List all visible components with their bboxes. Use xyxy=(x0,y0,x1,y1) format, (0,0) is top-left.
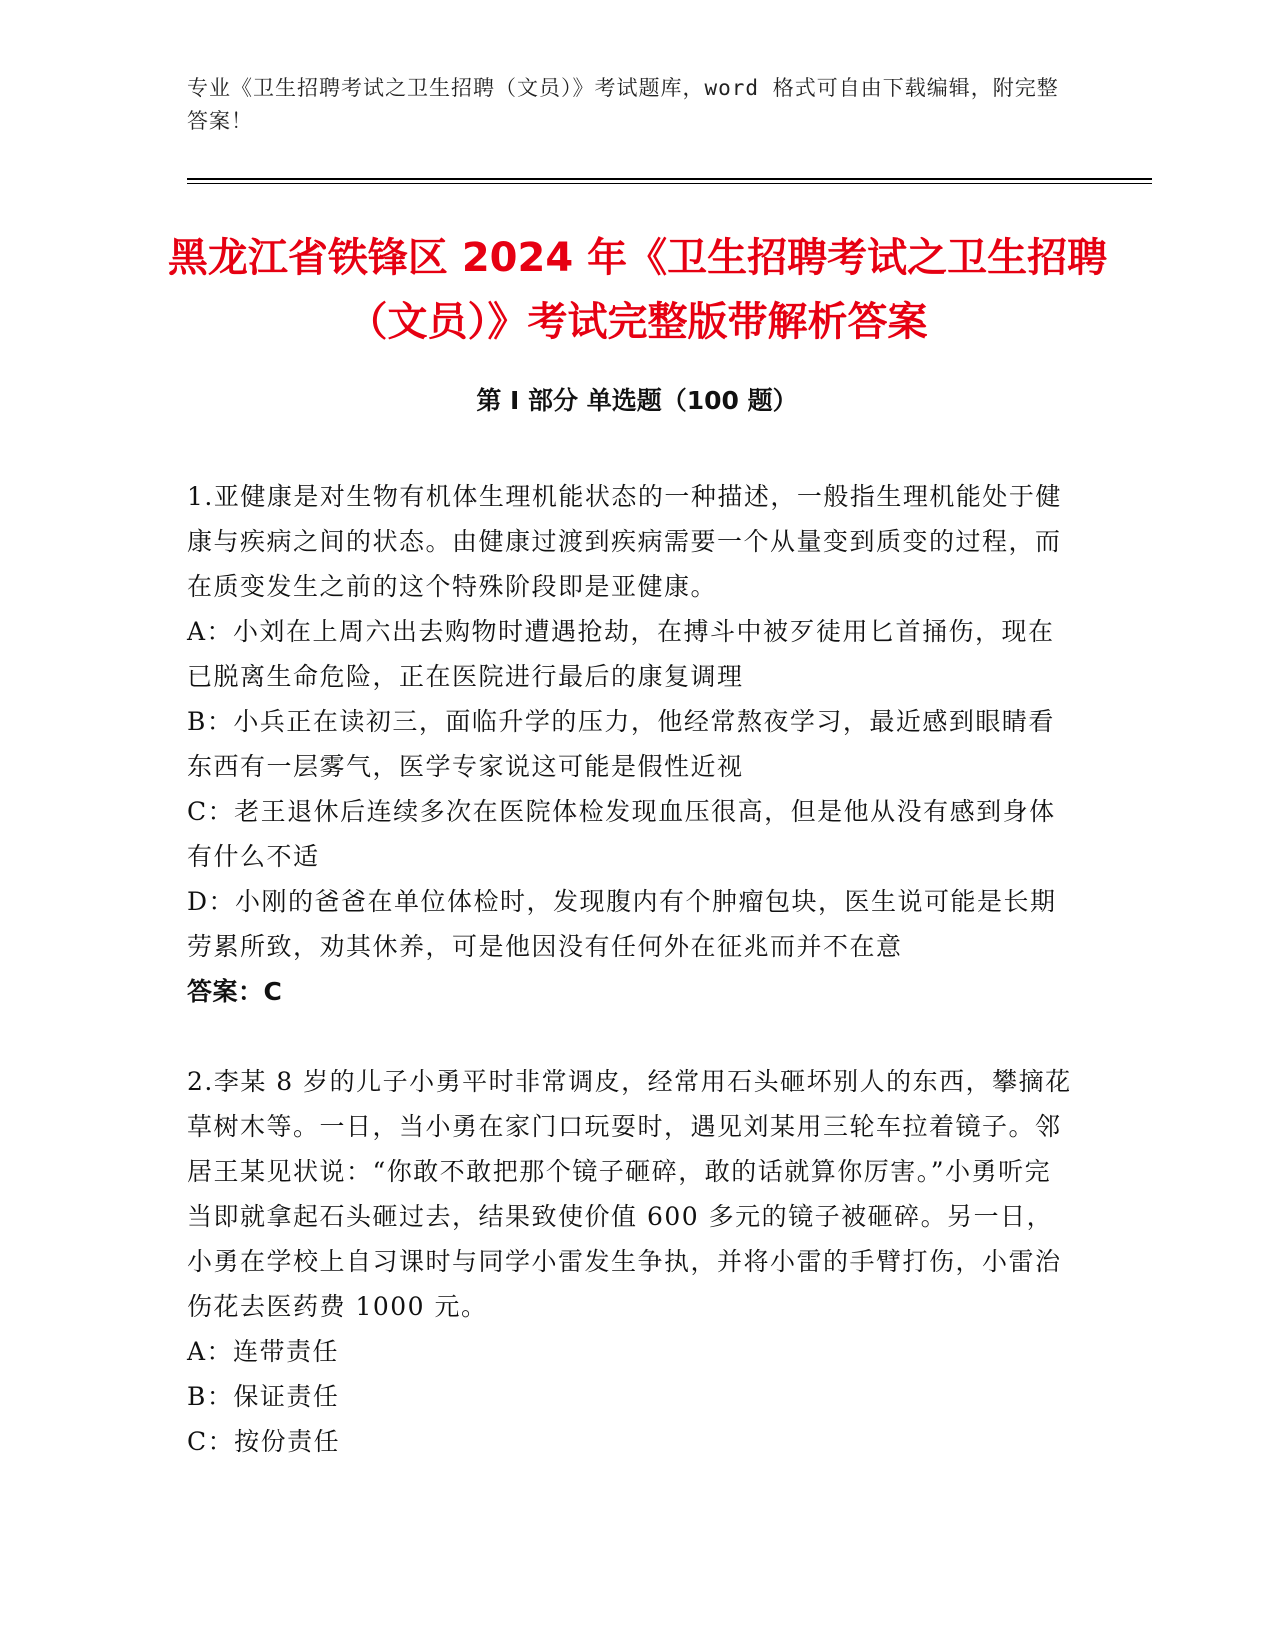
question-stem: 1.亚健康是对生物有机体生理机能状态的一种描述，一般指生理机能处于健康与疾病之间的状态。由健康过渡到疾病需要一个从量变到质变的过程，而在质变发生之前的这个特殊阶段即是亚健康。 xyxy=(187,482,1062,601)
question-2 xyxy=(187,1059,1072,1464)
question-1 xyxy=(187,474,1072,1014)
option-a: A：小刘在上周六出去购物时遭遇抢劫，在搏斗中被歹徒用匕首捅伤，现在已脱离生命危险，正在医院进行最后的康复调理 xyxy=(187,617,1055,691)
document-title: 黑龙江省铁锋区 2024 年《卫生招聘考试之卫生招聘（文员）》考试完整版带解析答案 xyxy=(167,235,1108,345)
question-list xyxy=(187,474,1072,1509)
header-divider-thin xyxy=(187,183,1152,184)
option-b: B：保证责任 xyxy=(187,1382,340,1411)
option-a: A：连带责任 xyxy=(187,1337,340,1366)
header-note: 专业《卫生招聘考试之卫生招聘（文员）》考试题库，word 格式可自由下载编辑，附完整答案！ xyxy=(187,76,1059,133)
question-answer: 答案：C xyxy=(187,977,283,1006)
question-stem: 2.李某 8 岁的儿子小勇平时非常调皮，经常用石头砸坏别人的东西，攀摘花草树木等。一日，当小勇在家门口玩耍时，遇见刘某用三轮车拉着镜子。邻居王某见状说：“你敢不敢把那个镜子砸碎，敢的话就算你厉害。”小勇听完当即就拿起石头砸过去，结果致使价值 600 多元的镜子被砸碎。另一日，小勇在学校上自习课时与同学小雷发生争执，并将小雷的手臂打伤，小雷治伤花去医药费 1000 元。 xyxy=(187,1067,1072,1321)
option-d: D：小刚的爸爸在单位体检时，发现腹内有个肿瘤包块，医生说可能是长期劳累所致，劝其休养，可是他因没有任何外在征兆而并不在意 xyxy=(187,887,1057,961)
option-b: B：小兵正在读初三，面临升学的压力，他经常熬夜学习，最近感到眼睛看东西有一层雾气，医学专家说这可能是假性近视 xyxy=(187,707,1055,781)
section-heading: 第 I 部分 单选题（100 题） xyxy=(476,386,798,415)
option-c: C：按份责任 xyxy=(187,1427,341,1456)
option-c: C：老王退休后连续多次在医院体检发现血压很高，但是他从没有感到身体有什么不适 xyxy=(187,797,1056,871)
header-divider-thick xyxy=(187,178,1152,180)
